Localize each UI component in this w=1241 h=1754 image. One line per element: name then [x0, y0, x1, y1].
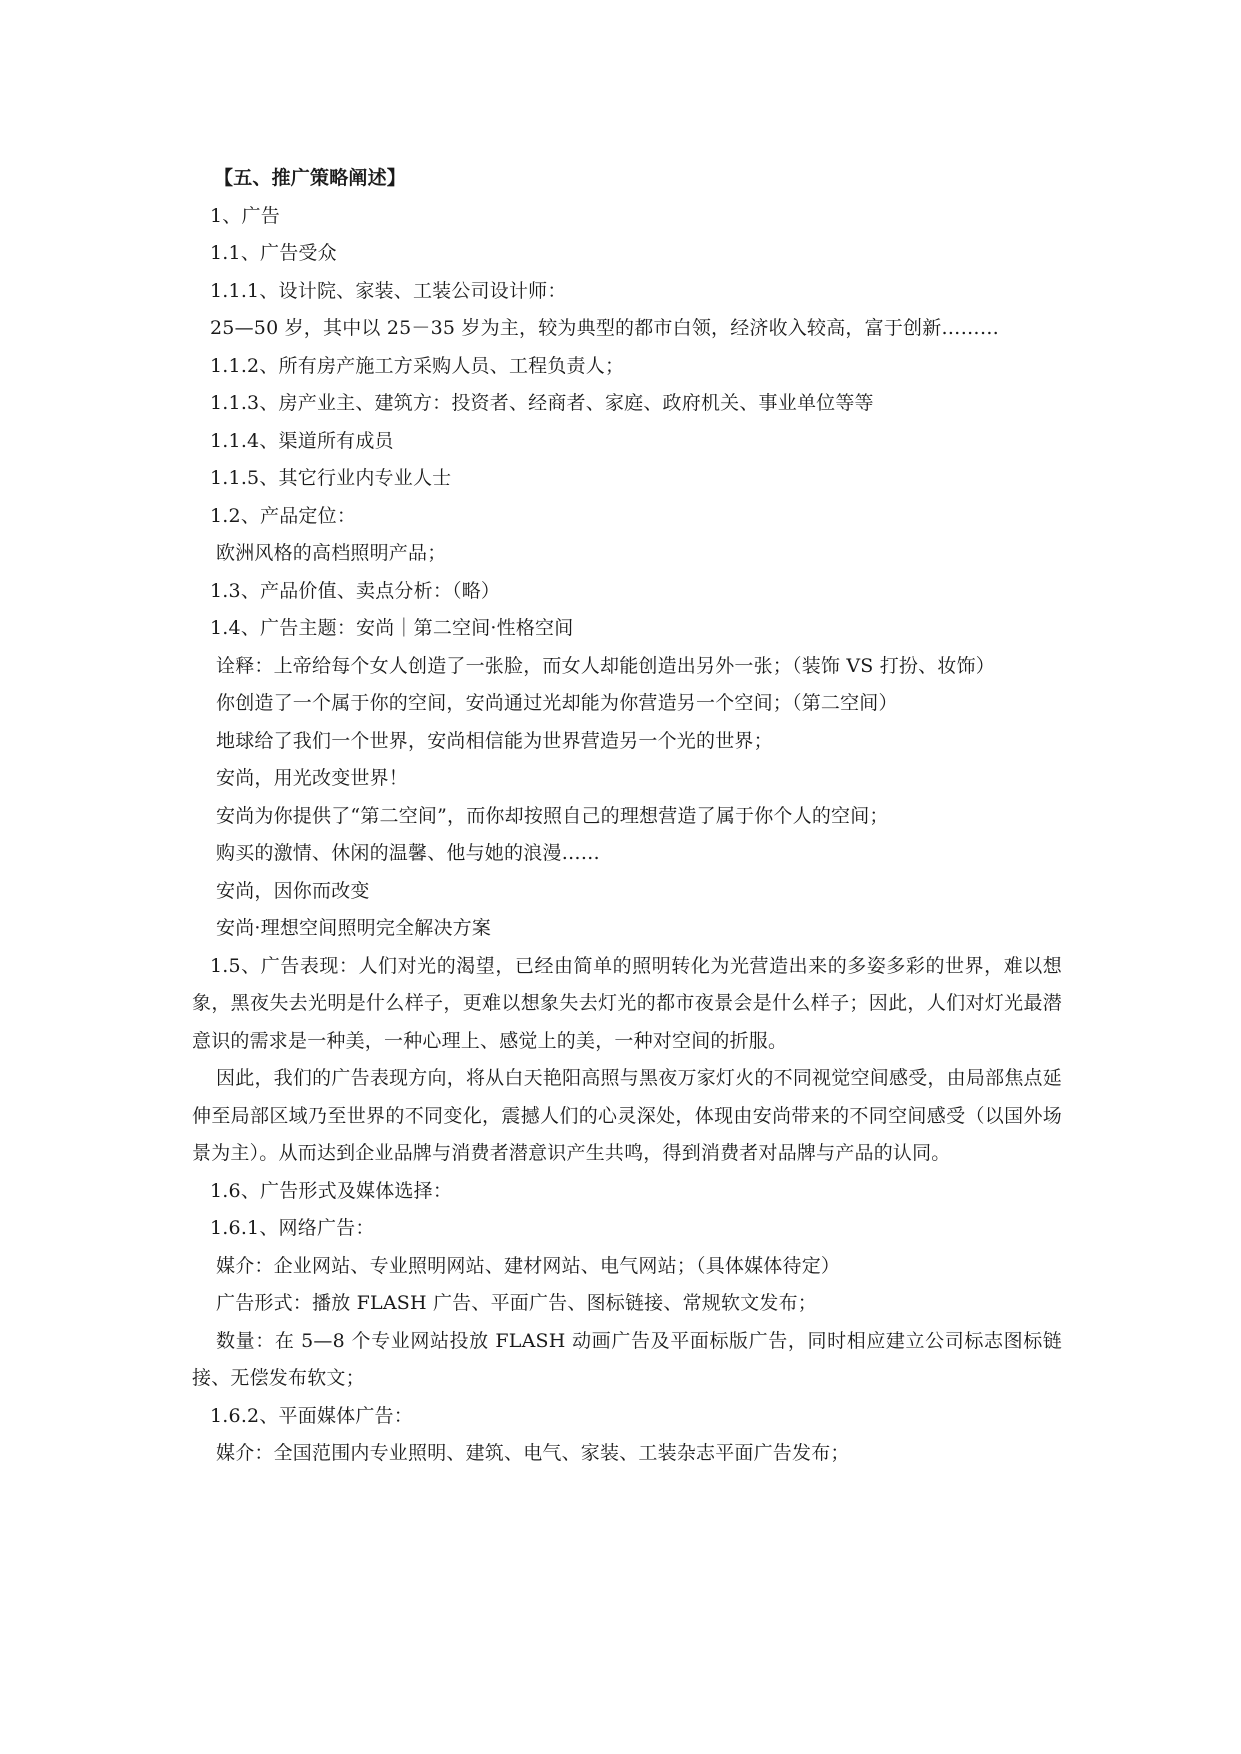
paragraph-line: 1.1、广告受众 [210, 242, 337, 264]
document-body [192, 160, 1062, 1473]
paragraph-line: 1.1.3、房产业主、建筑方：投资者、经商者、家庭、政府机关、事业单位等等 [210, 392, 874, 414]
paragraph-line: 你创造了一个属于你的空间，安尚通过光却能为你营造另一个空间；（第二空间） [216, 692, 898, 714]
paragraph-line: 媒介：企业网站、专业照明网站、建材网站、电气网站；（具体媒体待定） [216, 1254, 841, 1277]
paragraph-line: 1.6.2、平面媒体广告： [210, 1404, 413, 1427]
paragraph-line: 1.6、广告形式及媒体选择： [210, 1179, 453, 1202]
paragraph: 因此，我们的广告表现方向，将从白天艳阳高照与黑夜万家灯火的不同视觉空间感受，由局部焦点延伸至局部区域乃至世界的不同变化，震撼人们的心灵深处，体现由安尚带来的不同空间感受（以国外场景为主）。从而达到企业品牌与消费者潜意识产生共鸣，得到消费者对品牌与产品的认同。 [192, 1067, 1062, 1164]
paragraph-line: 广告形式：播放 FLASH 广告、平面广告、图标链接、常规软文发布； [216, 1292, 817, 1314]
paragraph-line: 1.4、广告主题：安尚｜第二空间·性格空间 [210, 617, 574, 639]
paragraph-line: 欧洲风格的高档照明产品； [216, 542, 447, 564]
paragraph-line: 1.1.2、所有房产施工方采购人员、工程负责人； [210, 354, 625, 377]
paragraph-line: 1.1.4、渠道所有成员 [210, 429, 394, 452]
paragraph: 数量：在 5—8 个专业网站投放 FLASH 动画广告及平面标版广告，同时相应建立公司标志图标链接、无偿发布软文； [192, 1329, 1062, 1389]
paragraph-line: 安尚·理想空间照明完全解决方案 [216, 917, 492, 939]
paragraph-line: 购买的激情、休闲的温馨、他与她的浪漫…… [216, 842, 601, 864]
paragraph-line: 安尚为你提供了“第二空间”，而你却按照自己的理想营造了属于你个人的空间； [216, 804, 889, 827]
paragraph: 1.5、广告表现：人们对光的渴望，已经由简单的照明转化为光营造出来的多姿多彩的世界，难以想象，黑夜失去光明是什么样子，更难以想象失去灯光的都市夜景会是什么样子；因此，人们对灯光最潜意识的需求是一种美，一种心理上、感觉上的美，一种对空间的折服。 [192, 954, 1062, 1052]
paragraph-line: 1.1.1、设计院、家装、工装公司设计师： [210, 279, 567, 302]
paragraph: 诠释：上帝给每个女人创造了一张脸，而女人却能创造出另外一张；（装饰 VS 打扮、妆饰） [216, 654, 995, 677]
section-heading: 【五、推广策略阐述】 [214, 167, 407, 189]
paragraph-line: 安尚，因你而改变 [216, 879, 370, 902]
paragraph-line: 1、广告 [210, 204, 280, 227]
paragraph-line: 1.1.5、其它行业内专业人士 [210, 467, 452, 489]
paragraph-line: 1.2、产品定位： [210, 504, 357, 527]
paragraph-line: 1.3、产品价值、卖点分析：（略） [210, 579, 501, 602]
paragraph: 25—50 岁，其中以 25－35 岁为主，较为典型的都市白领，经济收入较高，富于创新……… [210, 317, 1000, 339]
paragraph-line: 安尚，用光改变世界！ [216, 767, 409, 789]
paragraph-line: 1.6.1、网络广告： [210, 1217, 375, 1239]
paragraph-line: 媒介：全国范围内专业照明、建筑、电气、家装、工装杂志平面广告发布； [216, 1442, 850, 1464]
paragraph-line: 地球给了我们一个世界，安尚相信能为世界营造另一个光的世界； [216, 729, 773, 752]
